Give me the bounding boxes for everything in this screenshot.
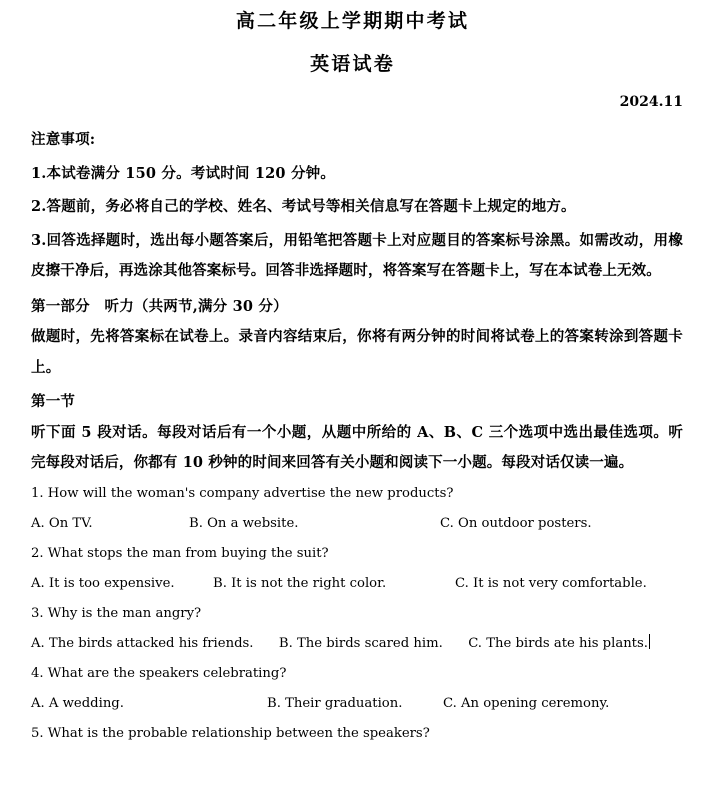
notice-item-1: 1.本试卷满分 150 分。考试时间 120 分钟。 [31, 164, 336, 182]
question-options [31, 569, 683, 599]
option-c[interactable]: C. It is not very comfortable. [455, 575, 647, 591]
section-one-heading: 第一节 [31, 393, 76, 410]
option-c[interactable]: C. An opening ceremony. [443, 695, 610, 711]
question-item [31, 539, 683, 599]
question-options [31, 509, 683, 539]
option-a[interactable]: A. On TV. [31, 515, 93, 531]
text-cursor [649, 634, 650, 649]
question-stem: 5. What is the probable relationship between the speakers? [31, 725, 430, 741]
question-item [31, 659, 683, 719]
question-item [31, 479, 683, 539]
questions-list [0, 479, 705, 749]
option-a[interactable]: A. It is too expensive. [31, 575, 175, 591]
page-title: 高二年级上学期期中考试 [235, 10, 470, 32]
exam-date: 2024.11 [619, 94, 683, 110]
part-one-section [0, 287, 705, 479]
option-b[interactable]: B. On a website. [189, 515, 299, 531]
question-options [31, 629, 683, 659]
option-a[interactable]: A. A wedding. [31, 695, 124, 711]
section-one-instruction: 听下面 5 段对话。每段对话后有一个小题，从题中所给的 A、B、C 三个选项中选出最佳选项。听完每段对话后，你都有 10 秒钟的时间来回答有关小题和阅读下一小题。每段对话仅读一遍。 [31, 423, 683, 471]
part-one-heading: 第一部分 听力（共两节,满分 30 分） [31, 297, 288, 315]
question-item [31, 719, 683, 749]
option-b[interactable]: B. Their graduation. [267, 695, 403, 711]
notice-item-3: 3.回答选择题时，选出每小题答案后，用铅笔把答题卡上对应题目的答案标号涂黑。如需改动，用橡皮擦干净后，再选涂其他答案标号。回答非选择题时，将答案写在答题卡上，写在本试卷上无效。 [31, 231, 683, 279]
option-b[interactable]: B. The birds scared him. [278, 635, 443, 651]
option-a[interactable]: A. The birds attacked his friends. [31, 635, 254, 651]
notice-heading: 注意事项: [31, 131, 96, 148]
question-item [31, 599, 683, 659]
option-c[interactable]: C. The birds ate his plants. [468, 635, 648, 651]
notice-section [0, 111, 705, 287]
notice-item-2: 2.答题前，务必将自己的学校、姓名、考试号等相关信息写在答题卡上规定的地方。 [31, 198, 576, 215]
question-stem: 1. How will the woman's company advertise the new products? [31, 485, 454, 501]
option-c[interactable]: C. On outdoor posters. [440, 515, 592, 531]
question-options [31, 689, 683, 719]
question-stem: 3. Why is the man angry? [31, 605, 202, 621]
question-stem: 4. What are the speakers celebrating? [31, 665, 287, 681]
question-stem: 2. What stops the man from buying the suit? [31, 545, 329, 561]
part-one-instruction: 做题时，先将答案标在试卷上。录音内容结束后，你将有两分钟的时间将试卷上的答案转涂到答题卡上。 [31, 328, 683, 376]
page-subtitle: 英语试卷 [310, 53, 395, 75]
option-b[interactable]: B. It is not the right color. [213, 575, 387, 591]
